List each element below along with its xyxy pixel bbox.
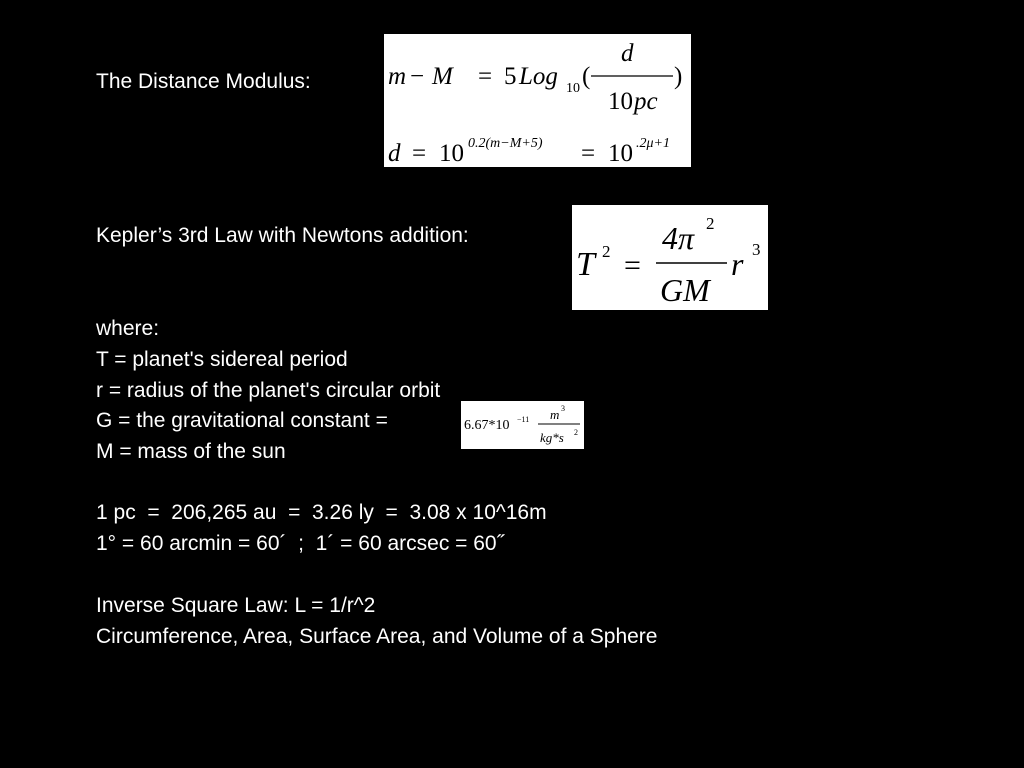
eq2-exponent: 0.2(m−M+5) — [468, 136, 543, 151]
G-unit-numerator-exponent: 3 — [561, 404, 565, 413]
kepler-label: Kepler’s 3rd Law with Newtons addition: — [96, 224, 469, 247]
eq1-paren-close: ) — [674, 63, 683, 90]
eq2-exponent2: .2μ+1 — [636, 136, 670, 151]
eq2-d: d — [388, 140, 401, 167]
G-unit-denominator: kg*s — [540, 430, 564, 445]
kepler-numerator: 4π — [662, 220, 695, 256]
eq1-m: m — [388, 63, 407, 90]
eq1-base: 10 — [566, 81, 580, 96]
G-definition: G = the gravitational constant = — [96, 409, 388, 432]
eq2-equals2: = — [581, 140, 596, 167]
r-definition: r = radius of the planet's circular orbit — [96, 379, 441, 402]
gravitational-constant-value — [461, 401, 584, 449]
eq1-minus: − — [410, 63, 425, 90]
kepler-T-exponent: 2 — [602, 242, 611, 261]
kepler-numerator-exponent: 2 — [706, 214, 715, 233]
G-unit-denominator-exponent: 2 — [574, 428, 578, 437]
eq2-base: 10 — [439, 140, 464, 167]
eq2-equals: = — [412, 140, 427, 167]
kepler-denominator: GM — [660, 272, 710, 308]
sphere-formulas-heading: Circumference, Area, Surface Area, and Volume of a Sphere — [96, 625, 658, 648]
distance-conversion: 1 pc = 206,265 au = 3.26 ly = 3.08 x 10^16m — [96, 501, 547, 524]
eq1-log: Log — [519, 63, 558, 90]
G-unit-numerator: m — [550, 407, 560, 422]
eq1-M: M — [432, 63, 453, 90]
eq1-equals: = — [478, 63, 493, 90]
distance-modulus-equation — [384, 34, 691, 167]
eq1-den-unit: pc — [634, 88, 658, 115]
kepler-r: r — [731, 246, 744, 282]
G-exponent: −11 — [517, 415, 530, 424]
M-definition: M = mass of the sun — [96, 440, 286, 463]
distance-modulus-label: The Distance Modulus: — [96, 70, 311, 93]
eq1-paren-open: ( — [582, 63, 591, 90]
eq1-den-number: 10 — [608, 88, 633, 115]
kepler-T: T — [576, 246, 595, 283]
T-definition: T = planet's sidereal period — [96, 348, 348, 371]
where-label: where: — [96, 317, 160, 340]
eq1-numerator: d — [621, 40, 634, 67]
kepler-equation — [572, 205, 768, 310]
eq2-base2: 10 — [608, 140, 633, 167]
kepler-equals: = — [624, 249, 641, 282]
inverse-square-law: Inverse Square Law: L = 1/r^2 — [96, 594, 376, 617]
angle-conversion: 1° = 60 arcmin = 60´ ; 1´ = 60 arcsec = 60˝ — [96, 532, 504, 555]
eq1-coef: 5 — [504, 63, 517, 90]
G-value: 6.67*10 — [464, 418, 510, 433]
kepler-r-exponent: 3 — [752, 240, 761, 259]
